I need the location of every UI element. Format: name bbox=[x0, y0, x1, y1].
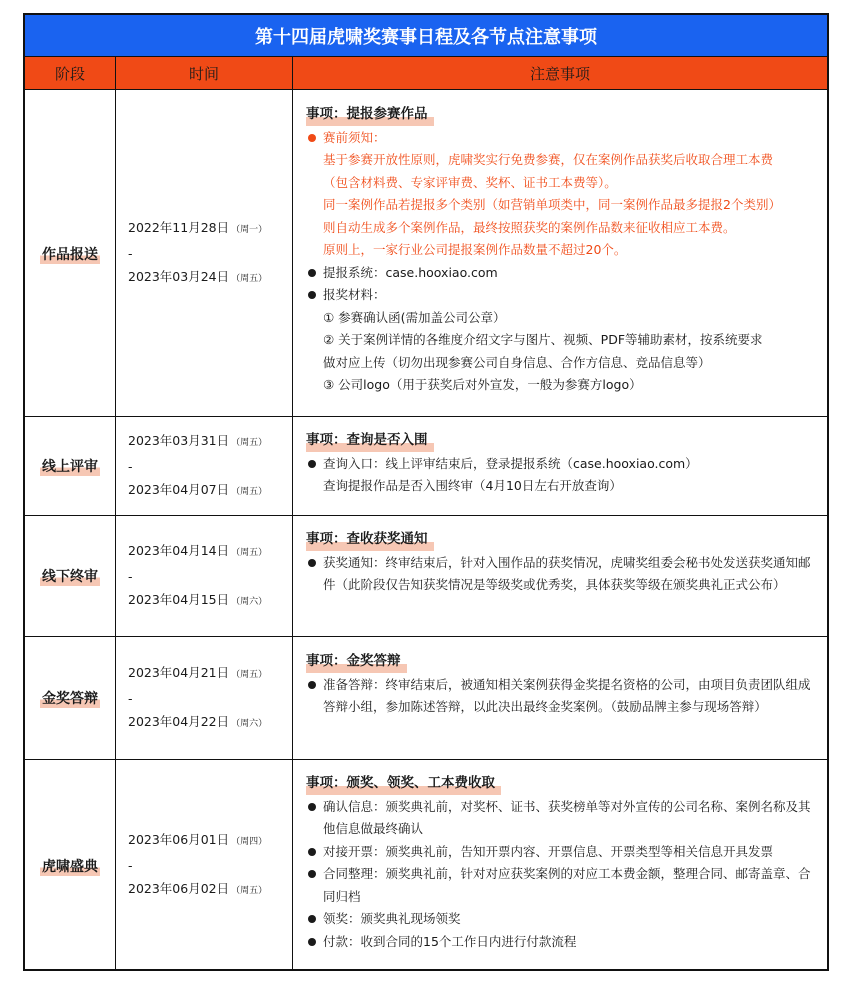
bullet-icon bbox=[308, 938, 316, 946]
bullet-icon bbox=[308, 559, 316, 567]
submit-system: 提报系统：case.hooxiao.com bbox=[323, 264, 498, 280]
bullet-icon bbox=[308, 915, 316, 923]
start-weekday: （周四） bbox=[231, 837, 268, 847]
notes-cell bbox=[293, 429, 827, 498]
bullet-icon bbox=[308, 803, 316, 811]
end-date: 2023年04月22日 bbox=[128, 713, 230, 729]
notes-cell bbox=[293, 650, 827, 719]
bullet-text: 确认信息：颁奖典礼前，对奖杯、证书、获奖榜单等对外宣传的公司名称、案例名称及其他信息做最终确认 bbox=[323, 798, 811, 836]
bullet-icon bbox=[308, 291, 316, 299]
end-date: 2023年03月24日 bbox=[128, 269, 230, 284]
stage-label: 虎啸盛典 bbox=[40, 856, 100, 876]
bullet-text: 合同整理：颁奖典礼前，针对对应获奖案例的对应工本费金额，整理合同、邮寄盖章、合同归档 bbox=[323, 866, 811, 904]
bullet-icon bbox=[308, 460, 316, 468]
bullet-icon bbox=[308, 681, 316, 689]
stage-label: 线上评审 bbox=[40, 456, 100, 476]
notice-line: （包含材料费、专家评审费、奖杯、证书工本费等）。 bbox=[323, 174, 617, 190]
schedule-table bbox=[23, 13, 829, 971]
start-weekday: （周五） bbox=[231, 669, 268, 680]
bullet-text: 对接开票：颁奖典礼前，告知开票内容、开票信息、开票类型等相关信息开具发票 bbox=[323, 843, 774, 859]
item-title: 事项：查收获奖通知 bbox=[306, 528, 434, 551]
time-range bbox=[116, 91, 292, 416]
notes-cell bbox=[293, 528, 827, 597]
stage-label: 线下终审 bbox=[40, 566, 100, 586]
start-weekday: （周五） bbox=[231, 437, 268, 448]
end-weekday: （周五） bbox=[231, 486, 268, 497]
end-weekday: （周六） bbox=[231, 718, 268, 729]
stage-label: 作品报送 bbox=[40, 244, 100, 264]
start-date: 2023年04月14日 bbox=[128, 542, 230, 558]
time-range bbox=[116, 516, 292, 636]
notice-line: 基于参赛开放性原则，虎啸奖实行免费参赛，仅在案例作品获奖后收取合理工本费 bbox=[323, 152, 774, 167]
bullet-icon bbox=[308, 870, 316, 878]
end-weekday: （周五） bbox=[231, 886, 268, 896]
header-stage: 阶段 bbox=[25, 57, 115, 90]
end-date: 2023年06月02日 bbox=[128, 881, 230, 896]
end-date: 2023年04月15日 bbox=[128, 591, 230, 607]
bullet-icon bbox=[308, 134, 316, 142]
header-time: 时间 bbox=[116, 57, 292, 90]
bullet-continuation: 查询提报作品是否入围终审（4月10日左右开放查询） bbox=[323, 478, 622, 493]
item-title: 事项：查询是否入围 bbox=[306, 429, 434, 452]
bullet-text: 查询入口：线上评审结束后，登录提报系统（case.hooxiao.com） bbox=[323, 455, 698, 471]
date-separator: - bbox=[128, 858, 133, 873]
item-title: 事项：颁奖、领奖、工本费收取 bbox=[306, 772, 501, 795]
date-separator: - bbox=[128, 568, 133, 584]
material-line: ③ 公司logo（用于获奖后对外宣发，一般为参赛方logo） bbox=[323, 377, 642, 392]
notice-line: 同一案例作品若提报多个类别（如营销单项类中，同一案例作品最多提报2个类别） bbox=[323, 197, 781, 212]
bullet-text: 付款：收到合同的15个工作日内进行付款流程 bbox=[323, 933, 577, 949]
bullet-icon bbox=[308, 848, 316, 856]
notes-cell bbox=[293, 103, 827, 397]
item-title: 事项：提报参赛作品 bbox=[306, 103, 434, 126]
date-separator: - bbox=[128, 246, 133, 261]
start-weekday: （周一） bbox=[231, 225, 268, 235]
end-weekday: （周六） bbox=[231, 596, 268, 607]
start-weekday: （周五） bbox=[231, 547, 268, 558]
materials-title: 报奖材料： bbox=[323, 287, 386, 302]
stage-label: 金奖答辩 bbox=[40, 688, 100, 708]
bullet-icon bbox=[308, 269, 316, 277]
start-date: 2023年03月31日 bbox=[128, 432, 230, 448]
start-date: 2022年11月28日 bbox=[128, 220, 230, 235]
table-title: 第十四届虎啸奖赛事日程及各节点注意事项 bbox=[25, 15, 827, 57]
notice-title: 赛前须知： bbox=[323, 129, 386, 145]
end-date: 2023年04月07日 bbox=[128, 481, 230, 497]
start-date: 2023年04月21日 bbox=[128, 664, 230, 680]
notes-cell bbox=[293, 772, 827, 953]
bullet-text: 领奖：颁奖典礼现场领奖 bbox=[323, 911, 461, 926]
notice-line: 则自动生成多个案例作品，最终按照获奖的案例作品数来征收相应工本费。 bbox=[323, 219, 736, 235]
start-date: 2023年06月01日 bbox=[128, 832, 230, 847]
header-notes: 注意事项 bbox=[293, 57, 827, 90]
time-range bbox=[116, 417, 292, 515]
material-line: 做对应上传（切勿出现参赛公司自身信息、合作方信息、竞品信息等） bbox=[323, 354, 711, 370]
material-line: ② 关于案例详情的各维度介绍文字与图片、视频、PDF等辅助素材，按系统要求 bbox=[323, 332, 763, 347]
date-separator: - bbox=[128, 690, 133, 706]
item-title: 事项：金奖答辩 bbox=[306, 650, 407, 673]
notice-line: 原则上，一家行业公司提报案例作品数量不超过20个。 bbox=[323, 242, 627, 257]
time-range bbox=[116, 760, 292, 971]
bullet-text: 获奖通知：终审结束后，针对入围作品的获奖情况，虎啸奖组委会秘书处发送获奖通知邮件（此阶段仅告知获奖情况是等级奖或优秀奖，具体获奖等级在颁奖典礼正式公布） bbox=[323, 554, 811, 592]
time-range bbox=[116, 637, 292, 759]
date-separator: - bbox=[128, 458, 133, 474]
end-weekday: （周五） bbox=[231, 274, 268, 284]
bullet-text: 准备答辩：终审结束后，被通知相关案例获得金奖提名资格的公司，由项目负责团队组成答辩小组，参加陈述答辩，以此决出最终金奖案例。（鼓励品牌主参与现场答辩） bbox=[323, 676, 811, 714]
material-line: ① 参赛确认函(需加盖公司公章） bbox=[323, 309, 506, 325]
